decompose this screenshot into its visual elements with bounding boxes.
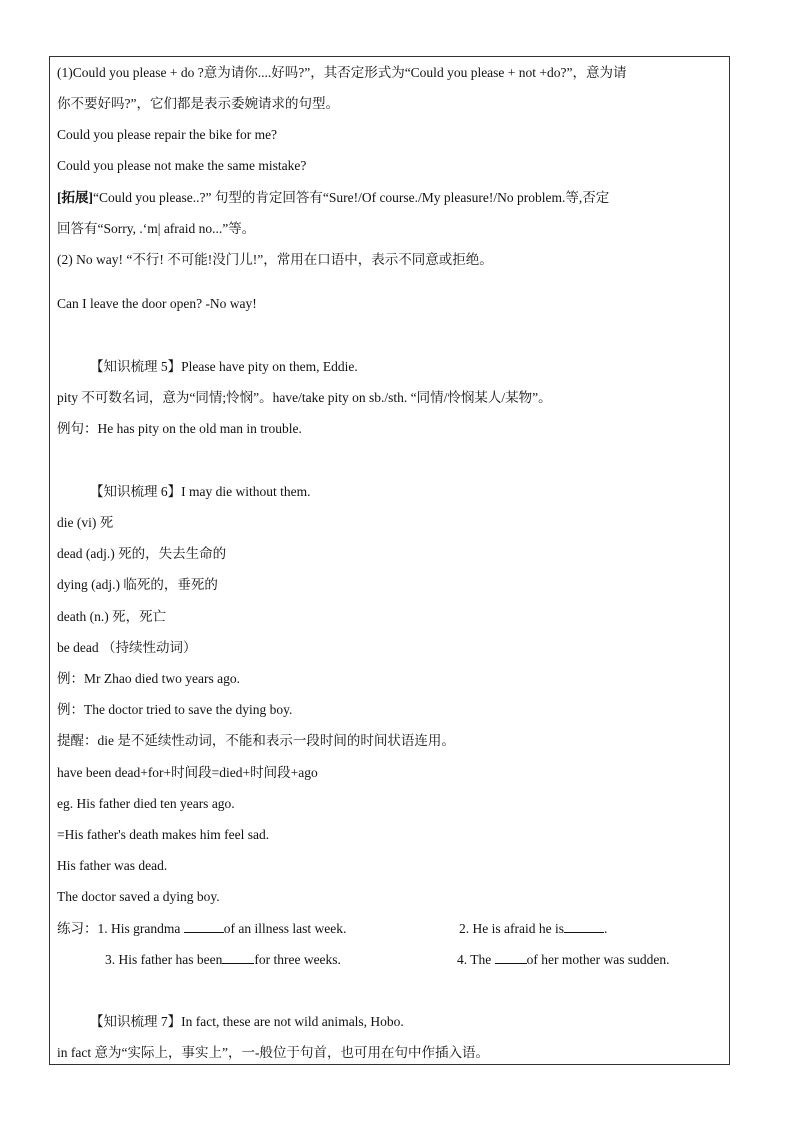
text-line-10: pity 不可数名词，意为“同情;怜悯”。have/take pity on sb./sth. “同情/怜悯某人/某物”。 bbox=[57, 390, 552, 405]
exercise-3 bbox=[105, 951, 341, 969]
text-line-8: Can I leave the door open? -No way! bbox=[57, 296, 257, 311]
exercise-row-1 bbox=[57, 920, 346, 938]
exercise-2-text-end: . bbox=[603, 921, 608, 936]
exercise-2-text: 2. He is afraid he is bbox=[459, 921, 564, 936]
knowledge-heading-6: 【知识梳理 6】I may die without them. bbox=[90, 484, 311, 499]
exercise-4-text: 4. The bbox=[457, 952, 495, 967]
text-line-4: Could you please not make the same mistake? bbox=[57, 158, 307, 173]
text-line-11: 例句：He has pity on the old man in trouble. bbox=[57, 421, 302, 436]
text-line-1: (1)Could you please + do ?意为请你....好吗?”，其否定形式为“Could you please + not +do?”，意为请 bbox=[57, 65, 627, 80]
exercise-1-text: 练习：1. His grandma bbox=[57, 921, 184, 936]
text-line-13: die (vi) 死 bbox=[57, 515, 114, 530]
exercise-3-text: 3. His father has been bbox=[105, 952, 223, 967]
text-line-23: =His father's death makes him feel sad. bbox=[57, 827, 270, 842]
text-line-24: His father was dead. bbox=[57, 858, 168, 873]
text-line-7: (2) No way! “不行! 不可能!没门儿!”，常用在口语中，表示不同意或拒绝。 bbox=[57, 252, 493, 267]
exercise-1-text-end: of an illness last week. bbox=[223, 921, 347, 936]
expand-tag: [拓展] bbox=[57, 190, 93, 205]
text-line-17: be dead （持续性动词） bbox=[57, 640, 197, 655]
expand-text: “Could you please..?” 句型的肯定回答有“Sure!/Of course./My pleasure!/No problem.等,否定 bbox=[93, 190, 610, 205]
knowledge-heading-5: 【知识梳理 5】Please have pity on them, Eddie. bbox=[90, 359, 358, 374]
text-line-14: dead (adj.) 死的，失去生命的 bbox=[57, 546, 227, 561]
text-line-3: Could you please repair the bike for me? bbox=[57, 127, 278, 142]
text-line-25: The doctor saved a dying boy. bbox=[57, 889, 220, 904]
exercise-4 bbox=[457, 951, 669, 969]
text-line-15: dying (adj.) 临死的，垂死的 bbox=[57, 577, 218, 592]
text-line-2: 你不要好吗?”，它们都是表示委婉请求的句型。 bbox=[57, 96, 339, 111]
text-line-18: 例：Mr Zhao died two years ago. bbox=[57, 671, 240, 686]
text-line-21: have been dead+for+时间段=died+时间段+ago bbox=[57, 765, 318, 780]
text-line-22: eg. His father died ten years ago. bbox=[57, 796, 235, 811]
exercise-2 bbox=[459, 920, 607, 938]
text-line-19: 例：The doctor tried to save the dying boy. bbox=[57, 702, 293, 717]
text-line-5 bbox=[57, 189, 609, 207]
exercise-2-blank[interactable] bbox=[564, 920, 604, 933]
exercise-3-blank[interactable] bbox=[222, 951, 254, 964]
exercise-3-text-end: for three weeks. bbox=[254, 952, 341, 967]
exercise-4-blank[interactable] bbox=[495, 951, 527, 964]
exercise-1-blank[interactable] bbox=[184, 920, 224, 933]
text-line-29: in fact 意为“实际上，事实上”，一-般位于句首，也可用在句中作插入语。 bbox=[57, 1045, 489, 1060]
text-line-16: death (n.) 死，死亡 bbox=[57, 609, 167, 624]
knowledge-heading-7: 【知识梳理 7】In fact, these are not wild animals, Hobo. bbox=[90, 1014, 404, 1029]
exercise-4-text-end: of her mother was sudden. bbox=[526, 952, 670, 967]
text-line-20: 提醒：die 是不延续性动词，不能和表示一段时间的时间状语连用。 bbox=[57, 733, 455, 748]
text-line-6: 回答有“Sorry, .‘m| afraid no...”等。 bbox=[57, 221, 256, 236]
